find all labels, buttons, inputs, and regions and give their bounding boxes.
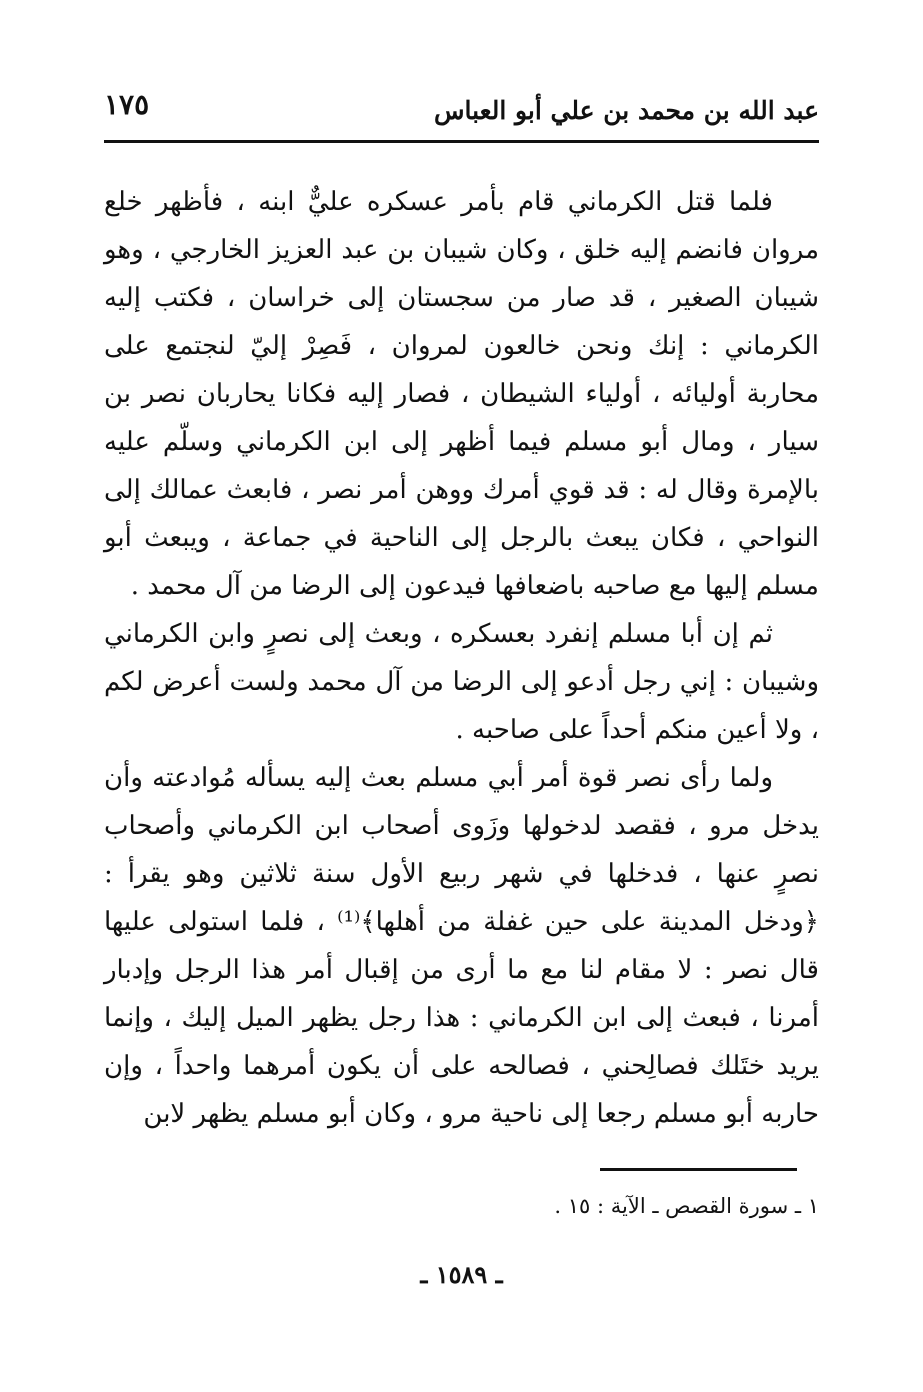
header-rule (104, 140, 819, 143)
footnote: ١ ـ سورة القصص ـ الآية : ١٥ . (554, 1194, 819, 1218)
footnote-rule (600, 1168, 797, 1171)
paragraph-1: فلما قتل الكرماني قام بأمر عسكره عليٌّ ابنه ، فأظهر خلع مروان فانضم إليه خلق ، وكان شيبان بن عبد العزيز الخارجي ، وهو شيبان الصغير ، قد صار من سجستان إلى خراسان ، فكتب إليه الكرماني : إنك ونحن خالعون لمروان ، فَصِرْ إليّ لنجتمع على محاربة أوليائه ، أولياء الشيطان ، فصار إليه فكانا يحاربان نصر بن سيار ، ومال أبو مسلم فيما أظهر إلى ابن الكرماني وسلّم عليه بالإمرة وقال له : قد قوي أمرك ووهن أمر نصر ، فابعث عمالك إلى النواحي ، فكان يبعث بالرجل إلى الناحية في جماعة ، ويبعث أبو مسلم إليها مع صاحبه باضعافها فيدعون إلى الرضا من آل محمد . (104, 187, 819, 601)
running-title: عبد الله بن محمد بن علي أبو العباس (434, 96, 819, 125)
paragraph-2: ثم إن أبا مسلم إنفرد بعسكره ، وبعث إلى نصرٍ وابن الكرماني وشيبان : إني رجل أدعو إلى الرضا من آل محمد ولست أعرض لكم ، ولا أعين منكم أحداً على صاحبه . (104, 619, 819, 745)
page-number-bottom: ـ ١٥٨٩ ـ (420, 1260, 503, 1289)
paragraph-3: ولما رأى نصر قوة أمر أبي مسلم بعث إليه يسأله مُوادعته وأن يدخل مرو ، فقصد لدخولها وزَوى أصحاب ابن الكرماني وأصحاب نصرٍ عنها ، فدخلها في شهر ربيع الأول سنة ثلاثين وهو يقرأ : ﴿ودخل المدينة على حين غفلة من أهلها﴾⁽¹⁾ ، فلما استولى عليها قال نصر : لا مقام لنا مع ما أرى من إقبال أمر هذا الرجل وإدبار أمرنا ، فبعث إلى ابن الكرماني : هذا رجل يظهر الميل إليك ، وإنما يريد ختَلك فصالِحني ، فصالحه على أن يكون أمرهما واحداً ، وإن حاربه أبو مسلم رجعا إلى ناحية مرو ، وكان أبو مسلم يظهر لابن (104, 763, 819, 1129)
page-number-top: ١٧٥ (104, 88, 150, 121)
body-text (104, 178, 819, 1138)
page-header (104, 88, 819, 138)
